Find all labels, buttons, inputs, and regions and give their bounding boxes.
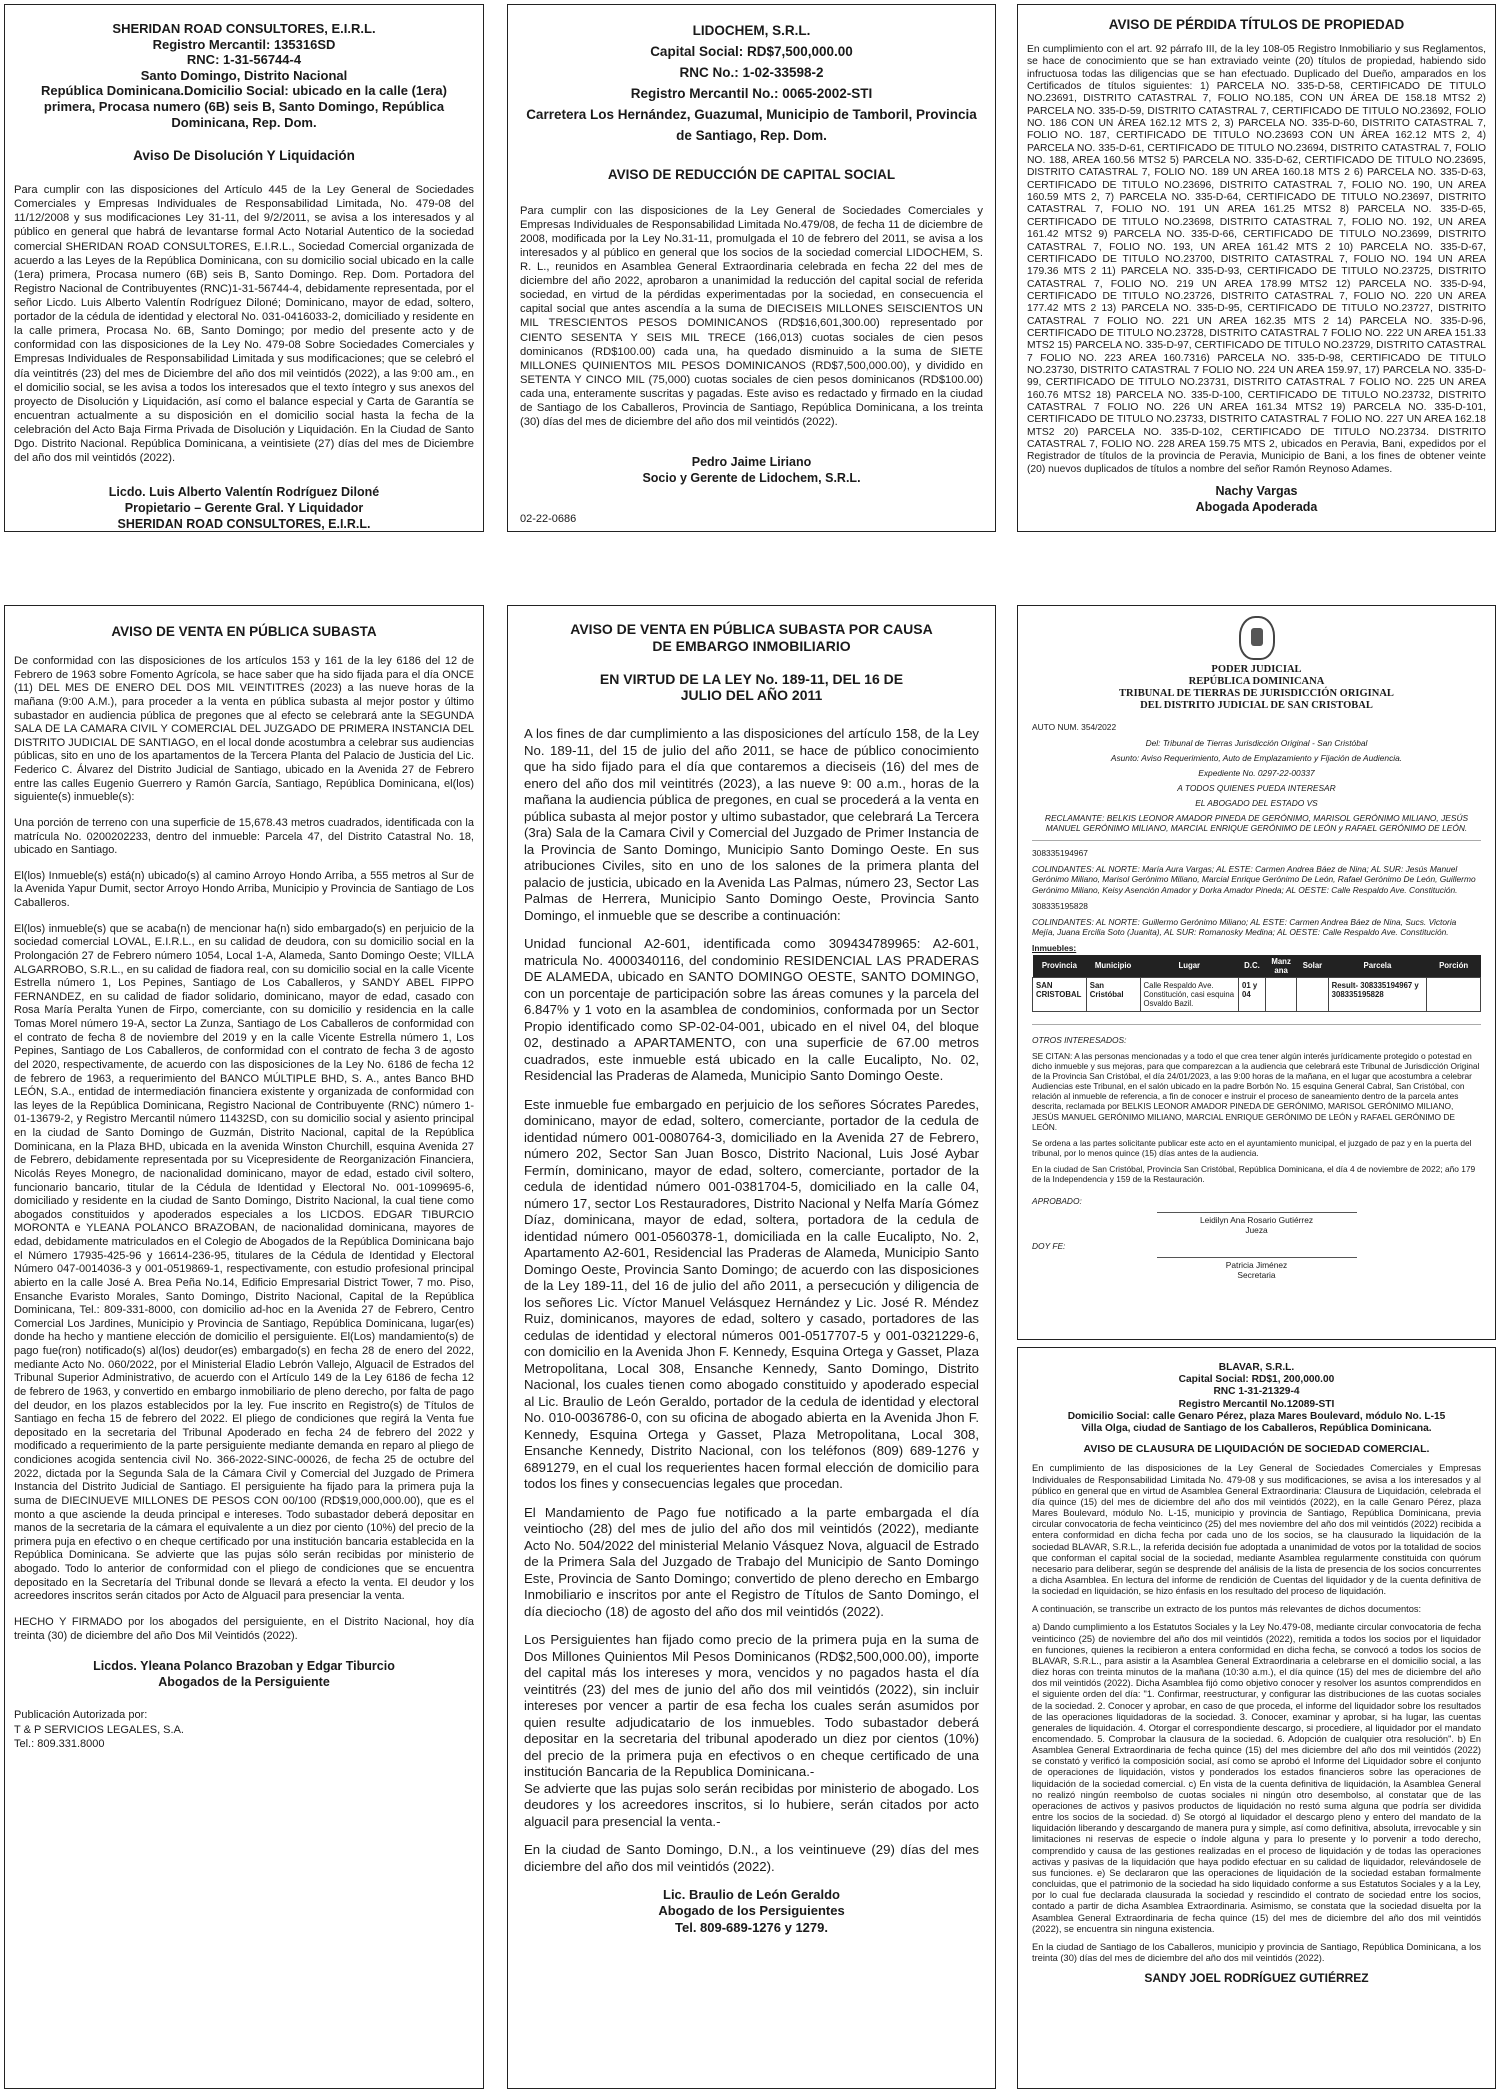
company-name: LIDOCHEM, S.R.L. bbox=[692, 23, 811, 38]
notice-paragraph: De conformidad con las disposiciones de los artículos 153 y 161 de la ley 6186 del 12 de Febrero de 1963 sobre Fomento Agrícola, se hace saber que ha sido fijada para el día ONCE (11) DEL MES DE ENERO DEL DOS MIL VEINTITRES (2023) a las nueve horas de la mañana (9:00 A.M.), para proceder a la venta en pública subasta al mejor postor y último subastador en audiencia pública de pregones que al efecto se celebrará ante la SEGUNDA SALA DE LA CAMARA CIVIL Y COMERCIAL DEL JUZGADO DE PRIMERA INSTANCIA DEL DISTRITO JUDICIAL DE SANTIAGO, en el local donde acostumbra a celebrar sus audiencias públicas, sito en uno de los apartamentos de la Tercera Planta del Palacio de Justicia del Lic. Federico C. Álvarez del Distrito Judicial de Santiago, ubicado en la Avenida 27 de Febrero entre las calles Eugenio Guerrero y Ramón García, Santiago, República Dominicana, el(los) siguiente(s) inmueble(s): bbox=[14, 655, 474, 804]
notice-dissolution-sheridan bbox=[4, 4, 484, 532]
notice-public-auction-embargo bbox=[507, 605, 996, 2089]
signer-phone: Tel. 809-689-1276 y 1279. bbox=[675, 1919, 828, 1935]
notice-paragraph: En cumplimiento de las disposiciones de la Ley General de Sociedades Comerciales y Empresas Individuales de Responsabilidad Limitada No. 479-08 y sus modificaciones, se avisa a los interesados y al público en general que en virtud de Asamblea General Extraordinaria: Clausura de Liquidación, celebrada el día quince (15) del mes de diciembre del año dos mil veintidós (2022), en la calle Genaro Pérez, plaza Mares Boulevard, módulo No. L-15, municipio y provincia de Santiago, República Dominicana, previa circular convocatoria de fecha veinticinco (25) del mes noviembre del año dos mil veintidós (2022) recibida a entera conformidad en dicha fecha por cada uno de los socios, se ha clausurado la liquidación de la sociedad BLAVAR, S.R.L., la referida decisión fue adoptada a unanimidad de votos por la totalidad de socios que conforman el capital social de la sociedad, mediante Asamblea regularmente constituida con quórum necesario para deliberar, según se desprende del análisis de la lista de presencia de los socios concurrentes a dicha Asamblea. En lectura del informe de rendición de Cuentas del liquidador y de la cuenta definitiva de la sociedad en liquidación, se hizo énfasis en los resultado del proceso de liquidación. bbox=[1032, 1463, 1481, 1597]
signer-name: Lic. Braulio de León Geraldo bbox=[663, 1887, 840, 1903]
secretary-title: Secretaria bbox=[1237, 1270, 1276, 1281]
secretary-name: Patricia Jiménez bbox=[1225, 1260, 1288, 1271]
footer-line: Publicación Autorizada por: bbox=[14, 1709, 148, 1722]
claimants: RECLAMANTE: BELKIS LEONOR AMADOR PINEDA DE GERÓNIMO, MARISOL GERÓNIMO MILIANO, JESÚS MANUEL GERÓNIMO MILIANO, MARCIAL ENRIQUE GERÓNIMO DE LEÓN y RAFAEL GERÓNIMO DE LEÓN. bbox=[1044, 813, 1469, 834]
signer-role: Abogados de la Persiguiente bbox=[158, 1674, 330, 1689]
table-header: Parcela bbox=[1328, 955, 1427, 978]
company-name: BLAVAR, S.R.L. bbox=[1218, 1362, 1295, 1373]
rnc: RNC No.: 1-02-33598-2 bbox=[679, 64, 824, 80]
notice-paragraph: HECHO Y FIRMADO por los abogados del persiguiente, en el Distrito Nacional, hoy día treinta (30) de diciembre del año Dos Mil Veintidós (2022). bbox=[14, 1615, 474, 1642]
table-header: Provincia bbox=[1033, 955, 1087, 978]
notice-title bbox=[524, 621, 979, 655]
court-line: TRIBUNAL DE TIERRAS DE JURISDICCIÓN ORIGINAL bbox=[1119, 688, 1394, 700]
table-cell: Result- 308335194967 y 308335195828 bbox=[1328, 977, 1427, 1011]
tribunal-line: Del: Tribunal de Tierras Jurisdicción Original - San Cristóbal bbox=[1145, 738, 1368, 749]
signer-name: Nachy Vargas bbox=[1215, 484, 1298, 499]
registro-mercantil: Registro Mercantil No.12089-STI bbox=[1178, 1398, 1335, 1410]
summons-paragraph: SE CITAN: A las personas mencionadas y a todo el que crea tener algún interés jurídicamente protegido o potestad en dicho inmueble y sus mejoras, para que comparezcan a la audiencia que celebrará este Tribunal de Jurisdicción Original de la Provincia San Cristóbal, el día 24/01/2023, a las 9:00 horas de la mañana, en el lugar que acostumbra a celebrar Audiencias este Tribunal, en el salón ubicado en la padre Borbón No. 15 esquina General Cabral, San Cristóbal, con relación al inmueble de referencia, a fin de conocer e instruir el proceso de saneamiento dentro de la parcela antes descrita, reclamada por BELKIS LEONOR AMADOR PINEDA DE GERÓNIMO, MARISOL GERÓNIMO MILIANO, JESÚS MANUEL GERÓNIMO MILIANO, MARCIAL ENRIQUE GERÓNIMO DE LEÓN y RAFAEL GERÓNIMO DE LEÓN. bbox=[1032, 1051, 1480, 1132]
judge-name: Leidilyn Ana Rosario Gutiérrez bbox=[1199, 1215, 1314, 1226]
court-header bbox=[1032, 664, 1481, 712]
table-cell bbox=[1297, 977, 1328, 1011]
notice-paragraph: En la ciudad de Santo Domingo, D.N., a los veintinueve (29) días del mes diciembre del año dos mil veintidós (2022). bbox=[524, 1842, 979, 1874]
table-cell: San Cristóbal bbox=[1086, 977, 1140, 1011]
table-cell bbox=[1427, 977, 1481, 1011]
address: Domicilio Social: calle Genaro Pérez, plaza Mares Boulevard, módulo No. L-15 bbox=[1067, 1410, 1446, 1422]
signer-name: Licdos. Yleana Polanco Brazoban y Edgar Tiburcio bbox=[93, 1659, 395, 1674]
signer-role: Abogada Apoderada bbox=[1195, 499, 1318, 514]
notice-paragraph: Los Persiguientes han fijado como precio de la primera puja en la suma de Dos Millones Quinientos Mil Pesos Dominicanos (RD$2,500,000.00), importe del capital más los intereses y mora, vencidos y no pagados hasta el día veintitrés (23) del mes de junio del año dos mil veintidós (2022), sin incluir intereses por vencer a partir de esa fecha los cuales serán asumidos por quien resulte adjudicatario de los inmuebles. Todo subastador deberá depositar en la secretaria del tribunal apoderado un diez por cientos (10%) del precio de la primera puja en efectivos o en cheque certificado de una institución Bancaria de la Republica Dominicana.- Se advierte que las pujas solo serán recibidas por ministerio de abogado. Los deudores y los acreedores inscritos, si lo hubiere, serán citados por acto alguacil para presencial la venta.- bbox=[524, 1632, 979, 1829]
state-attorney: EL ABOGADO DEL ESTADO VS bbox=[1195, 798, 1318, 809]
notice-header bbox=[520, 21, 983, 147]
parcel-id: 308335195828 bbox=[1032, 900, 1088, 911]
notice-liquidation-closure-blavar bbox=[1017, 1347, 1496, 2089]
notice-header bbox=[1032, 1362, 1481, 1435]
table-header: Manz ana bbox=[1265, 955, 1296, 978]
table-row bbox=[1033, 977, 1481, 1011]
table-cell: SAN CRISTOBAL bbox=[1033, 977, 1087, 1011]
notice-lost-titles bbox=[1017, 4, 1496, 532]
signature-line bbox=[1157, 1257, 1357, 1258]
registro-mercantil: Registro Mercantil: 135316SD bbox=[152, 36, 336, 52]
notice-capital-reduction-lidochem bbox=[507, 4, 996, 532]
notice-paragraph: El(los) Inmueble(s) está(n) ubicado(s) al camino Arroyo Hondo Arriba, a 555 metros al Sur de la Avenida Yapur Dumit, sector Arroyo Hondo Arriba, Municipio y Provincia de Santiago de Los Caballeros. bbox=[14, 869, 474, 909]
notice-body: Para cumplir con las disposiciones de la Ley General de Sociedades Comerciales y Empresas Individuales de Responsabilidad Limitada No.479/08, de fecha 11 de diciembre de 2008, modificada por la Ley No.31-11, promulgada el 10 de febrero del 2011, se avisa a los interesados y al público en general que los socios de la sociedad comercial LIDOCHEM, S. R. L., reunidos en Asamblea General Extraordinaria celebrada en fecha 22 del mes de diciembre del año 2022, aprobaron a unanimidad la reducción del capital social de referida sociedad, en virtud de la pérdidas experimentadas por la sociedad, en consecuencia el capital social que antes ascendía a la suma de DIECISEIS MILLONES SEISCIENTOS UN MIL TRESCIENTOS PESOS DOMINICANOS (RD$16,601,300.00) representado por CIENTO SESENTA Y SEIS MIL TRECE (166,013) cuotas sociales de cien pesos dominicanos (RD$100.00) cada una, ha quedado disminuido a la suma de SIETE MILLONES QUINIENTOS MIL PESOS DOMINICANOS (RD$7,500,000.00), y dividido en SETENTA Y CINCO MIL (75,000) cuotas sociales de cien pesos dominicanos (RD$100.00) cada una, enteramente suscritas y pagadas. Este aviso es redactado y firmado en la ciudad de Santiago de los Caballeros, Provincia de Santiago, República Dominicana, a los treinta (30) días del mes de diciembre del año dos mil veintidós (2022). bbox=[520, 204, 983, 429]
signer-name: Pedro Jaime Liriano bbox=[691, 455, 812, 470]
subtitle-line: JULIO DEL AÑO 2011 bbox=[680, 687, 823, 704]
court-line: PODER JUDICIAL bbox=[1211, 664, 1302, 675]
approved-label: APROBADO: bbox=[1032, 1195, 1082, 1206]
other-interested: OTROS INTERESADOS: bbox=[1032, 1034, 1127, 1045]
doy-fe-label: DOY FE: bbox=[1032, 1241, 1066, 1252]
to-all-concerned: A TODOS QUIENES PUEDA INTERESAR bbox=[1177, 783, 1336, 794]
footer-line: T & P SERVICIOS LEGALES, S.A. bbox=[14, 1723, 184, 1736]
table-header: D.C. bbox=[1239, 955, 1266, 978]
divider bbox=[1032, 840, 1481, 841]
notice-title: Aviso De Disolución Y Liquidación bbox=[133, 148, 355, 164]
notice-body: En cumplimiento con el art. 92 párrafo III, de la ley 108-05 Registro Inmobiliario y sus Reglamentos, se hace de conocimiento que se han extraviado veinte (20) títulos de propiedad, habiendo sido infructuosa todas las diligencias que se han efectuado. Duplicado del Dueño, amparados en los Certificados de títulos siguientes: 1) PARCELA NO. 335-D-58, CERTIFICADO DE TITULO NO.23691, DISTRITO CATASTRAL 7, FOLIO NO.185, CON UN ÁREA DE 158.18 MTS2 2) PARCELA NO. 335-D-59, DISTRITO CATASTRAL 7, CERTIFICADO DE TITULO NO.23692, FOLIO NO. 186 CON UN ÁREA 162.12 MTS 2, 3) PARCELA NO. 335-D-60, DISTRITO CATASTRAL 7, FOLIO NO. 187, CERTIFICADO DE TITULO NO.23693 CON UN ÁREA 162.12 MTS 2, 4) PARCELA NO. 335-D-61, CERTIFICADO DE TITULO NO.23694, DISTRITO CATASTRAL 7, FOLIO NO. 188, AREA 160.56 MTS2 5) PARCELA NO. 335-D-62, CERTIFICADO DE TITULO NO.23695, DISTRITO CATASTRAL 7, FOLIO NO. 189 UN AREA 160.18 MTS 2 6) PARCELA NO. 335-D-63, CERTIFICADO DE TITULO NO.23696, DISTRITO CATASTRAL 7, FOLIO NO. 190, UN AREA 160.59 MTS 2, 7) PARCELA NO. 335-D-64, CERTIFICADO DE TITULO NO.23697, DISTRITO CATASTRAL 7, FOLIO NO. 191 UN AREA 161.25 MTS2 8) PARCELA NO. 335-D-65, CERTIFICADO DE TITULO NO.23698, DISTRITO CATASTRAL 7, FOLIO NO. 192, UN AREA 161.42 MTS2 9) PARCELA NO. 335-D-66, CERTIFICADO DE TITULO NO.23699, DISTRITO CATASTRAL 7, FOLIO NO. 193, UN AREA 161.42 MTS 2 10) PARCELA NO. 335-D-67, CERTIFICADO DE TITULO NO.23700, DISTRITO CATASTRAL 7, FOLIO NO. 194 UN AREA 179.36 MTS 2 11) PARCELA NO. 335-D-93, CERTIFICADO DE TITULO NO.23725, DISTRITO CATASTRAL 7, FOLIO NO. 219 UN AREA 178.99 MTS2 12) PARCELA NO. 335-D-94, CERTIFICADO DE TITULO NO.23726, DISTRITO CATASTRAL 7, FOLIO NO. 220 UN AREA 177.42 MTS 2 13) PARCELA NO. 335-D-95, CERTIFICADO DE TITULO NO.23727, DISTRITO CATASTRAL 7 FOLIO NO. 221 UN AREA 162.35 MTS 2 14) PARCELA NO. 335-D-96, CERTIFICADO DE TITULO NO.23728, DISTRITO CATASTRAL 7 FOLIO NO. 222 UN AREA 151.33 MTS2 15) PARCELA NO. 335-D-97, CERTIFICADO DE TITULO NO.23729, DISTRITO CATASTRAL 7 FOLIO NO. 223 AREA 160.7316) PARCELA NO. 335-D-98, CERTIFICADO DE TITULO NO.23730, DISTRITO CATASTRAL 7 FOLIO NO. 224 UN AREA 159.97, 17) PARCELA NO. 335-D-99, CERTIFICADO DE TITULO NO.23731, DISTRITO CATASTRAL 7 FOLIO NO. 225 UN AREA 160.76 MTS2 18) PARCELA NO. 335-D-100, CERTIFICADO DE TITULO NO.23732, DISTRITO CATASTRAL 7 FOLIO NO. 226 UN AREA 161.34 MTS2 19) PARCELA NO. 335-D-101, CERTIFICADO DE TITULO NO.23733, DISTRITO CATASTRAL 7 FOLIO NO. 227 UN AREA 162.18 MTS2 20) PARCELA NO. 335-D-102, CERTIFICADO DE TITULO NO.23734. DISTRITO CATASTRAL 7, FOLIO NO. 228 AREA 159.75 MTS 2, ubicados en Peravia, Bani, expedidos por el Registrador de títulos de la provincia de Peravia, Municipio de Bani, a los fines de obtener veinte (20) nuevos duplicados de títulos a nombre del señor Ramón Reynoso Adames. bbox=[1027, 44, 1486, 475]
notice-title: AVISO DE CLAUSURA DE LIQUIDACIÓN DE SOCIEDAD COMERCIAL. bbox=[1083, 1443, 1430, 1456]
court-line: REPÚBLICA DOMINICANA bbox=[1188, 676, 1325, 688]
table-header: Municipio bbox=[1086, 955, 1140, 978]
signer-role: Abogado de los Persiguientes bbox=[658, 1903, 845, 1919]
notice-title: AVISO DE PÉRDIDA TÍTULOS DE PROPIEDAD bbox=[1108, 17, 1405, 32]
notice-subtitle bbox=[524, 671, 979, 705]
table-header: Lugar bbox=[1140, 955, 1239, 978]
notice-title: AVISO DE REDUCCIÓN DE CAPITAL SOCIAL bbox=[607, 166, 896, 182]
parcel-id: 308335194967 bbox=[1032, 848, 1088, 859]
judge-title: Jueza bbox=[1245, 1225, 1268, 1236]
reference-number: 02-22-0686 bbox=[520, 512, 577, 525]
capital-social: Capital Social: RD$1, 200,000.00 bbox=[1178, 1374, 1335, 1386]
boundaries: COLINDANTES: AL NORTE: María Aura Vargas; AL ESTE: Carmen Andrea Báez de Nina; AL SUR: Jesús Manuel Gerónimo Miliano, Marisol Gerónimo Miliano, Marcial Enrique Gerónimo De León, Rafael Gerónimo De León, Guillermo Gerónimo Miliano, Keisy Asención Amador y Dorka Amador Pineda; AL OESTE: Calle Respaldo Ave. Constitución. bbox=[1032, 864, 1476, 895]
notice-paragraph: A continuación, se transcribe un extracto de los puntos más relevantes de dichos documentos: bbox=[1032, 1604, 1422, 1615]
properties-label: Inmuebles: bbox=[1032, 942, 1077, 953]
coat-of-arms-icon bbox=[1239, 616, 1275, 660]
registro-mercantil: Registro Mercantil No.: 0065-2002-STI bbox=[630, 85, 873, 101]
auto-number: AUTO NUM. 354/2022 bbox=[1032, 722, 1117, 733]
signature-block bbox=[14, 485, 474, 532]
signer-name: Licdo. Luis Alberto Valentín Rodríguez Diloné bbox=[108, 485, 380, 500]
address: Carretera Los Hernández, Guazumal, Municipio de Tamboril, Provincia de Santiago, Rep. Dom. bbox=[526, 106, 977, 143]
notice-title: AVISO DE VENTA EN PÚBLICA SUBASTA bbox=[111, 624, 377, 639]
address: República Dominicana.Domicilio Social: ubicado en la calle (1era) primera, Procasa numero (6B) seis B, Santo Domingo, República Dominicana, Rep. Dom. bbox=[40, 83, 447, 130]
company-name: SHERIDAN ROAD CONSULTORES, E.I.R.L. bbox=[112, 21, 376, 36]
notice-public-auction-santiago bbox=[4, 605, 484, 2089]
title-line: DE EMBARGO INMOBILIARIO bbox=[652, 637, 851, 654]
properties-table bbox=[1032, 955, 1481, 1012]
title-line: AVISO DE VENTA EN PÚBLICA SUBASTA POR CAUSA bbox=[570, 621, 933, 637]
summons-paragraph: Se ordena a las partes solicitante publicar este acto en el ayuntamiento municipal, el juzgado de paz y en la puerta del tribunal, por lo menos quince (15) días antes de la audiencia. bbox=[1032, 1137, 1472, 1158]
notice-land-court-summons bbox=[1017, 605, 1496, 1340]
subtitle-line: EN VIRTUD DE LA LEY No. 189-11, DEL 16 DE bbox=[599, 670, 904, 687]
signer-role: Socio y Gerente de Lidochem, S.R.L. bbox=[642, 470, 861, 485]
capital-social: Capital Social: RD$7,500,000.00 bbox=[650, 43, 853, 59]
summons-paragraph: En la ciudad de San Cristóbal, Provincia San Cristóbal, República Dominicana, el día 4 de noviembre de 2022; año 179 de la Independencia y 159 de la Restauración. bbox=[1032, 1163, 1476, 1184]
city: Santo Domingo, Distrito Nacional bbox=[140, 67, 348, 83]
notice-paragraph: a) Dando cumplimiento a los Estatutos Sociales y la Ley No.479-08, mediante circular convocatoria de fecha veinticinco (25) de noviembre del año dos mil veintidós (2022), remitida a todos los socios por el liquidador en funciones, quienes la recibieron a entera conformidad en dicha fecha, se convocó a todos los socios de BLAVAR, S.R.L., para asistir a la Asamblea General Extraordinaria a celebrarse en el domicilio social, a las diez horas con treinta minutos de la mañana (10:30 a.m.), el día quince (15) del mes de diciembre del año dos mil veintidós (2022). Dicha Asamblea fijó como objetivo conocer y resolver los asuntos comprendidos en el siguiente orden del día: "1. Confirmar, reestructurar, y configurar las distribuciones de las cuotas sociales de la sociedad. 2. Conocer y aprobar, en caso de que proceda, el informe del liquidador sobre los resultados de las operaciones liquidadoras de la sociedad. 3. Conocer, examinar y aprobar, si ha lugar, las cuentas generales de liquidación. 4. Otorgar el correspondiente descargo, si procediere, al liquidador por el mandato encomendado. 5. Comprobar la clausura de la sociedad. 6. Adopción de cualquier otra resolución". b) En Asamblea General Extraordinaria de fecha quince (15) del mes diciembre del año dos mil veintidós (2022) se constató y verificó la composición social, así como se aprobó el Informe del Liquidador sobre el conjunto de operaciones de liquidación, vistos y ponderados los estados financieros sobre las operaciones de liquidación de la sociedad comercial. c) En vista de la cuenta definitiva de liquidación, la Asamblea General no realizó ningún reembolso de cuotas sociales ni ningún otro desembolso, al constatar que de las operaciones de activos y pasivos productos de liquidación no restó suma alguna que podría ser dividida entre los socios de la sociedad. d) Se otorgó al liquidador el descargo pleno y entero del mandato de la liquidación liberando y descargando de manera pura y simple, así como definitiva, absoluta, irrevocable y sin limitaciones ni reservas de especie o índole alguna y para lo presente y lo porvenir a todo derecho, comprendido y causa de las gestiones realizadas en el proceso de liquidación y de todas las operaciones activas y pasivas de la liquidación que haya podido efectuar en su calidad de liquidador, relevándosele de sus funciones. e) Se declararon que las operaciones de liquidación de la sociedad estaban formalmente concluidas, que el patrimonio de la sociedad ha sido liquidado conforme a sus Estatutos Sociales y a la Ley, por lo cual fue declarada clausurada la sociedad y rescindido el contrato de sociedad entre los socios, contado a partir de dicha Asamblea Extraordinaria. Asimismo, se constata que la sociedad disuelta por la Asamblea General Extraordinaria de fecha quince (15) del mes de diciembre del año dos mil veintidós (2022), se encuentra sin ninguna existencia. bbox=[1032, 1622, 1481, 1934]
boundaries: COLINDANTES: AL NORTE: Guillermo Gerónimo Miliano; AL ESTE: Carmen Andrea Báez de Nina, Sucs. Victoria Mejía, Juana Ercilia Soto (Juanita), AL SUR: Romanosky Medina; AL OESTE: Calle Respaldo Ave. Constitución. bbox=[1032, 916, 1457, 937]
notice-paragraph: A los fines de dar cumplimiento a las disposiciones del artículo 158, de la Ley No. 189-11, del 15 de julio del año 2011, se hace de público conocimiento que ha sido fijado para el día que contaremos a dieciseis (16) del mes de enero del año dos mil veintitrés (2023), a las nueve 9: 00 a.m., horas de la mañana la audiencia pública de pregones, en cual se procederá a la venta en pública subasta al mejor postor y ultimo subastador, que celebrará La Tercera (3ra) Sala de la Camara Civil y Comercial del Juzgado de Primer Instancia de la Provincia de Santo Domingo, Municipio Santo Domingo Oeste. En sus atribuciones Civiles, sito en uno de los salones de la primera planta del palacio de justicia, ubicado en la Avenida Las Palmas, número 23, Sector Las Palmas de Herrera, Municipio Santo Domingo Oeste, Provincia Santo Domingo, el inmueble que se describe a continuación: bbox=[524, 726, 979, 923]
notice-paragraph: En la ciudad de Santiago de los Caballeros, municipio y provincia de Santiago, República Dominicana, a los treinta (30) días del mes de diciembre del año dos mil veintidós (2022). bbox=[1032, 1941, 1481, 1963]
table-header: Solar bbox=[1297, 955, 1328, 978]
notice-paragraph: Una porción de terreno con una superficie de 15,678.43 metros cuadrados, identificada con la matrícula No. 0200202233, dentro del inmueble: Parcela 47, del Distrito Catastral No. 18, ubicado en Santiago. bbox=[14, 816, 474, 857]
signer-name: SANDY JOEL RODRÍGUEZ GUTIÉRREZ bbox=[1144, 1971, 1369, 1986]
rnc: RNC: 1-31-56744-4 bbox=[186, 52, 302, 68]
notice-paragraph: Unidad funcional A2-601, identificada como 309434789965: A2-601, matricula No. 4000340116, del condominio RESIDENCIAL LAS PRADERAS DE ALAMEDA, ubicado en SANTO DOMINGO OESTE, SANTO DOMINGO, con un porcentaje de participación sobre las áreas comunes y la parcela del 6.847% y 1 voto en la asamblea de condominios, conformada por un Sector Propio identificado como SP-02-04-001, ubicado en el nivel 04, del bloque 02, destinado a APARTAMENTO, con una superficie de 67.00 metros cuadrados, este inmueble está ubicado en la calle Eucalipto, No. 02, Residencial las Praderas de Alameda, Municipio Santo Domingo Oeste. bbox=[524, 936, 979, 1084]
court-line: DEL DISTRITO JUDICIAL DE SAN CRISTOBAL bbox=[1140, 700, 1373, 712]
signature-block bbox=[524, 1887, 979, 1936]
notice-paragraph: El(los) inmueble(s) que se acaba(n) de mencionar ha(n) sido embargado(s) en perjuicio de la sociedad comercial LOVAL, E.I.R.L., en su calidad de deudora, con su domicilio social en la Prolongación 27 de Febrero número 1054, Local 1-A, Alameda, Santo Domingo Oeste; VILLA ALGARROBO, S.R.L., en su calidad de fiadora real, con su domicilio social en la calle Vicente Estrella número 1, Los Pepines, Santiago de Los Caballeros, y SANDY ABEL FIPPO FERNANDEZ, en su calidad de fiador solidario, dominicano, mayor de edad, casado con Rosa María Peralta Yunen de Firpo, comerciante, con su domicilio y residencia en la calle Tomas Morel número 19-A, sector La Zunza, Santiago de Los Caballeros de conformidad con el contrato de fecha 8 de noviembre del 2019 y en la calle Vicente Estrella número 1, Los Pepines, Santiago de Los Caballeros, de conformidad con el contrato de fecha 3 de agosto del 2020, respectivamente, de acuerdo con las disposiciones de la Ley No. 6186 de fecha 12 de febrero de 1963, a requerimiento del BANCO MÚLTIPLE BHD, S. A., antes Banco BHD LEÓN, S.A., entidad de intermediación financiera existente y organizada de conformidad con las leyes de la República Dominicana, Registro Nacional de Contribuyente (RNC) número 1-01-13679-2, y Registro Mercantil número 11432SD, con su domicilio social y asiento principal en la ciudad de Santo Domingo de Guzmán, Distrito Nacional, capital de la República Dominicana, en la Plaza BHD, ubicada en la avenida Winston Churchill, esquina Avenida 27 de Febrero, debidamente representada por su Vicepresidente de Reorganización Financiera, Nicolás Reyes Monegro, de nacionalidad dominicano, mayor de edad, estado civil soltero, funcionario bancario, titular de la Cédula de Identidad y Electoral No. 001-1099695-6, domiciliado y residente en la ciudad de Santo Domingo, Distrito Nacional, la cual tiene como abogados constituidos y apoderados especiales a los LICDOS. EDGAR TIBURCIO MORONTA e YLEANA POLANCO BRAZOBAN, de nacionalidad dominicana, mayores de edad, debidamente matriculados en el Colegio de Abogados de la República Dominicana bajo el Número 17935-425-96 y 16614-236-95, titulares de la Cédula de Identidad y Electoral Número 047-0014036-3 y 001-0519869-1, respectivamente, con estudio profesional principal abierto en la calle José A. Brea Peña No.14, Edificio Empresarial District Tower, 7 mo. Piso, Ensanche Evaristo Morales, Santo Domingo, Distrito Nacional, Capital de la República Dominicana, Tel.: 809-331-8000, con domicilio ad-hoc en la Avenida 27 de Febrero, Centro Comercial Los Jardines, Municipio y Provincia de Santiago, República Dominicana, lugar(es) donde ha hecho y mantiene elección de domicilio el persiguiente. El(Los) mandamiento(s) de pago fue(ron) notificado(s) al(los) deudor(es) embargado(s) en fecha 28 de enero del 2022, mediante Acto No. 060/2022, por el Ministerial Eladio Lebrón Vallejo, Alguacil de Estrados del Tribunal Superior Administrativo, de acuerdo con el Artículo 149 de la Ley 6186 de fecha 12 de febrero de 1963, y convertido en embargo inmobiliario de pleno derecho, por falta de pago del deudor, en los plazos establecidos por la ley. Fue inscrito en Registro(s) de Títulos de Santiago en fecha 15 de febrero del 2022. El pliego de condiciones que regirá la Venta fue depositado en la secretaria del Tribunal Apoderado en fecha 24 de febrero del 2022 y modificado a requerimiento de la parte persiguiente mediante demanda en reparo al pliego de condiciones acogida sentencia civil No. 366-2022-SINC-00026, de fecha 25 de octubre del 2022, dictada por la Segunda Sala de la Cámara Civil y Comercial del Juzgado de Primera Instancia del Distrito Judicial de Santiago. El persiguiente ha fijado para la primera puja la suma de DIECINUEVE MILLONES DE PESOS CON 00/100 (RD$19,000,000.00), que es el monto a que asciende la deuda principal e intereses. Todo subastador deberá depositar en manos de la secretaria de la cámara el equivalente a un diez por ciento (10%) del precio de la primera puja en efectivo o en cheque certificado por una institución bancaria establecida en la República Dominicana. Se advierte que las pujas sólo serán recibidas por ministerio de abogado. Todo lo anterior de conformidad con el pliego de condiciones que se encuentra depositado en la Secretaría del Tribunal donde se llevará a efecto la venta. El deudor y los acreedores inscritos serán citados por Acto de Alguacil para presenciar la venta. bbox=[14, 922, 474, 1603]
table-header: Porción bbox=[1427, 955, 1481, 978]
divider bbox=[1032, 1024, 1481, 1025]
signature-block bbox=[1027, 484, 1486, 515]
signer-role: Propietario – Gerente Gral. Y Liquidador bbox=[124, 500, 364, 515]
footer-line: Tel.: 809.331.8000 bbox=[14, 1737, 105, 1750]
signature-block bbox=[14, 1659, 474, 1690]
rnc: RNC 1-31-21329-4 bbox=[1213, 1386, 1300, 1398]
expediente-number: Expediente No. 0297-22-00337 bbox=[1198, 768, 1315, 779]
table-cell: Calle Respaldo Ave. Constitución, casi esquina Osvaldo Bazil. bbox=[1140, 977, 1239, 1011]
notice-body: Para cumplir con las disposiciones del Artículo 445 de la Ley General de Sociedades Comerciales y Empresas Individuales de Responsabilidad Limitada, No. 479-08 del 11/12/2008 y sus modificaciones Ley 31-11, del 9/2/2011, se avisa a los interesados y al público en general que habrá de levantarse formal Acto Notarial Autentico de la sociedad comercial SHERIDAN ROAD CONSULTORES, E.I.R.L., Sociedad Comercial organizada de acuerdo a las Leyes de la República Dominicana, con su domicilio social ubicado en la calle (1era) primera, Procasa numero (6B) seis B, Santo Domingo. Rep. Dom. Portadora del Registro Nacional de Contribuyentes (RNC)1-31-56744-4, debidamente representada, por el señor Licdo. Luis Alberto Valentín Rodríguez Diloné; Dominicano, mayor de edad, soltero, portador de la cédula de identidad y electoral No. 031-0416033-2, domiciliado y residente en la calle primera, Procasa No. 6B, Santo Domingo; por medio del presente acto y de conformidad con las disposiciones de la Ley No. 479-08 Sobre Sociedades Comerciales y Empresas Individuales de Responsabilidad Limitada y sus modificaciones; que se celebró el día veintitrés (23) del mes de Diciembre del año dos mil veintidós (2022), a las 9:00 am., en el domicilio social, se les avisa a todos los interesados que el texto íntegro y sus anexos del proyecto de Disolución y Liquidación, así como el balance especial y Carta de Garantía se encuentran actualmente a su disposición en el domicilio social hasta la fecha de la celebración del Acto Baja Firma Privada de Disolución y Liquidación. En la Ciudad de Santo Dgo. Distrito Nacional. República Dominicana, a veintisiete (27) días del mes de Diciembre del año dos mil veintidós (2022). bbox=[14, 184, 474, 465]
notice-paragraph: Este inmueble fue embargado en perjuicio de los señores Sócrates Paredes, dominicano, mayor de edad, soltero, comerciante, portador de la cedula de identidad número 001-0080764-3, domiciliado en la Avenida 27 de Febrero, número 202, Sector San Juan Bosco, Distrito Nacional, Luis José Aybar Fermín, dominicano, mayor de edad, soltero, comerciante, portador de la cedula de identidad número 001-0381704-5, domiciliado en la calle 04, número 17, sector Los Restauradores, Distrito Nacional y Nelfa María Gómez Díaz, dominicana, mayor de edad, soltera, portadora de la cedula de identidad número 001-0560378-1, domiciliada en la calle Eucalipto, No. 2, Apartamento A2-601, Residencial las Praderas de Alameda, Municipio Santo Domingo Oeste, Provincia Santo Domingo; de acuerdo con las disposiciones de la Ley 189-11, del 16 de julio del año 2011, a persecución y diligencia de los señores Lic. Víctor Manuel Velásquez Hernández y Lic. José R. Méndez Ruiz, dominicanos, mayores de edad, soltero y casado, portadores de las cedulas de identidad y electoral números 001-0517707-5 y 001-0321229-6, con domicilio en la Avenida Jhon F. Kennedy, Esquina Ortega y Gasset, Plaza Metropolitana, Local 308, Ensanche Kennedy, Santo Domingo, Distrito Nacional, los cuales tienen como abogado constituido y apoderado especial al Lic. Braulio de León Geraldo, portador de la cedula de identidad y electoral No. 010-0036786-0, con su oficina de abogado abierta en la Avenida Jhon F. Kennedy, Esquina Ortega y Gasset, Plaza Metropolitana, Local 308, Ensanche Kennedy, Distrito Nacional, con los teléfonos (809) 689-1276 y 6891279, en el cual los requerientes hacen formal elección de domicilio para todos los fines y consecuencias legales que procedan. bbox=[524, 1096, 979, 1492]
signer-company: SHERIDAN ROAD CONSULTORES, E.I.R.L. bbox=[117, 516, 371, 531]
signature-line bbox=[1157, 1212, 1357, 1213]
subject-line: Asunto: Aviso Requerimiento, Auto de Emplazamiento y Fijación de Audiencia. bbox=[1110, 753, 1403, 764]
publication-footer bbox=[14, 1708, 474, 1751]
signature-block bbox=[520, 455, 983, 486]
notice-paragraph: El Mandamiento de Pago fue notificado a la parte embargada el día veintiocho (28) del mes de julio del año dos mil veintidós (2022), mediante Acto No. 504/2022 del ministerial Melanio Vásquez Nova, alguacil de Estrado de la Primera Sala del Juzgado de Trabajo del Municipio de Santo Domingo Este, Provincia de Santo Domingo; convertido de pleno derecho en Embargo Inmobiliario e inscritos por ante el Registro de Títulos de Santo Domingo, el día dieciocho (18) de agosto del año dos mil veintidós (2022). bbox=[524, 1504, 979, 1619]
table-cell: 01 y 04 bbox=[1239, 977, 1266, 1011]
address: Villa Olga, ciudad de Santiago de los Caballeros, República Dominicana. bbox=[1081, 1423, 1432, 1435]
table-cell bbox=[1265, 977, 1296, 1011]
notice-header bbox=[14, 21, 474, 130]
